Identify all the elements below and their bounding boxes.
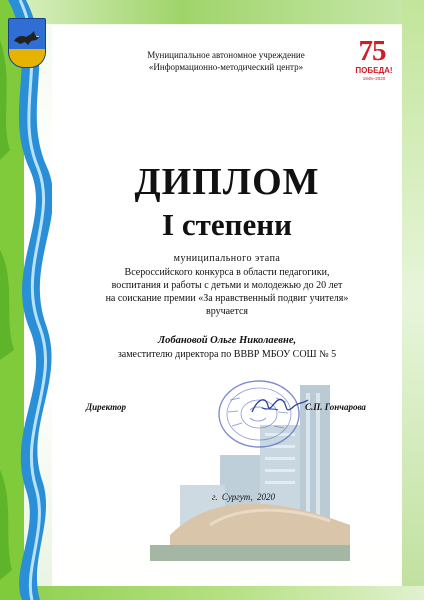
signatory-name: С.П. Гончарова [305, 402, 366, 412]
recipient-position: заместителю директора по ВВВР МБОУ СОШ № 5 [117, 349, 337, 360]
victory-75-emblem-icon [340, 36, 408, 86]
organization-line-2: «Информационно-методический центр» [148, 62, 304, 72]
contest-description [70, 266, 384, 318]
signatory-role: Директор [86, 402, 126, 412]
contest-line-3: на соискание премии «За нравственный подвиг учителя» [105, 293, 349, 304]
contest-line-4: вручается [205, 306, 249, 317]
handwritten-signature [248, 390, 312, 420]
organization-name [120, 49, 332, 73]
victory-number: 75 [358, 35, 386, 67]
frame-top [18, 0, 424, 24]
frame-right [402, 0, 424, 600]
diploma-degree: I степени [162, 207, 292, 242]
organization-line-1: Муниципальное автономное учреждение [147, 50, 305, 60]
victory-word: ПОБЕДА! [355, 66, 393, 75]
place-and-date: г. Сургут, 2020 [212, 492, 276, 502]
diploma-title: ДИПЛОМ [134, 161, 320, 203]
recipient-name: Лобановой Ольге Николаевне, [157, 335, 297, 346]
contest-stage: муниципального этапа [173, 253, 281, 264]
contest-line-1: Всероссийского конкурса в области педагогики, [124, 267, 330, 278]
contest-line-2: воспитания и работы с детьми и молодежью до 20 лет [111, 280, 343, 291]
victory-years: 1945–2020 [362, 76, 386, 81]
surgut-coat-of-arms-icon [8, 18, 46, 68]
